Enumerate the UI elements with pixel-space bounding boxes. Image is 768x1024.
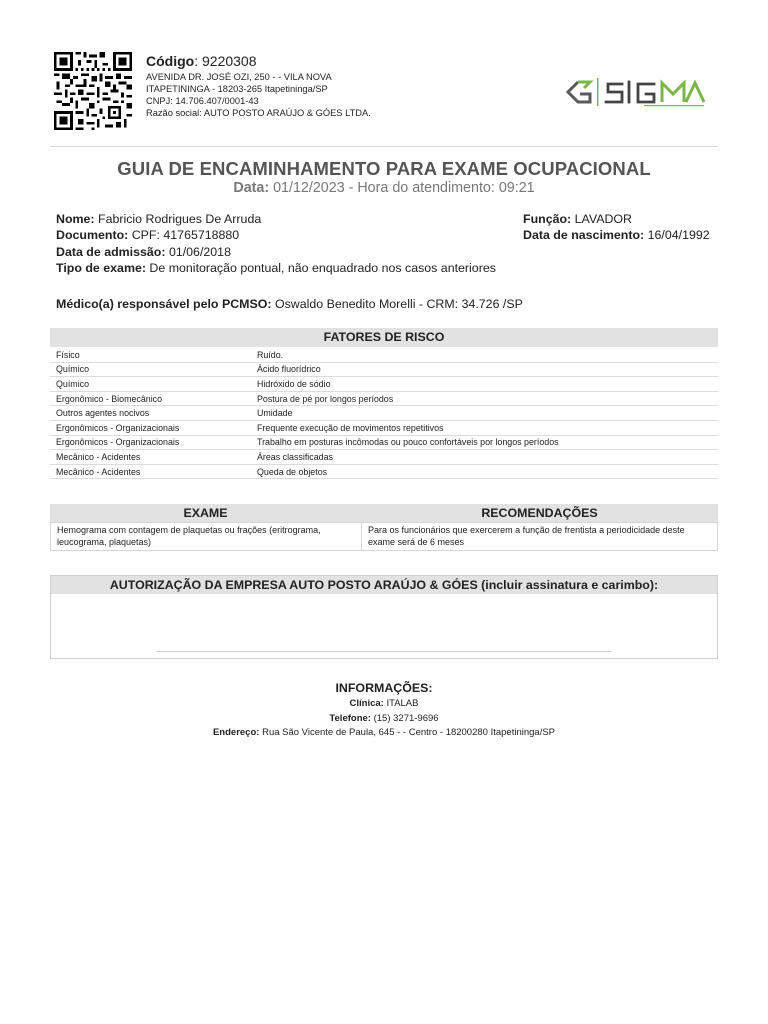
- phone-label: Telefone:: [329, 713, 371, 724]
- risk-agent: Queda de objetos: [251, 464, 718, 479]
- admission-value: 01/06/2018: [165, 245, 231, 259]
- risk-row: [50, 450, 718, 465]
- risk-row: [50, 406, 718, 421]
- document-value: CPF: 41765718880: [128, 228, 240, 242]
- page-subtitle: [50, 180, 718, 196]
- address-line-1: AVENIDA DR. JOSÉ OZI, 250 - - VILA NOVA: [146, 72, 332, 82]
- cnpj: CNPJ: 14.706.407/0001-43: [146, 96, 259, 106]
- clinic-line: [50, 698, 718, 709]
- razao-social: Razão social: AUTO POSTO ARAÚJO & GÓES LTDA.: [146, 108, 371, 118]
- risk-row: [50, 362, 718, 377]
- document-label: Documento:: [56, 228, 129, 242]
- date-value: 01/12/2023 - Hora do atendimento: 09:21: [269, 180, 535, 196]
- risk-type: Ergonômicos - Organizacionais: [50, 420, 251, 435]
- address-line-2: ITAPETININGA - 18203-265 Itapetininga/SP: [146, 84, 328, 94]
- code-value: : 9220308: [194, 53, 257, 69]
- risk-agent: Hidróxido de sódio: [251, 377, 718, 392]
- date-label: Data:: [233, 180, 270, 196]
- birth-date-field: [523, 227, 710, 243]
- clinic-address-value: Rua São Vicente de Paula, 645 - - Centro - 18200280 Itapetininga/SP: [259, 727, 556, 738]
- authorization-heading: AUTORIZAÇÃO DA EMPRESA AUTO POSTO ARAÚJO & GÓES (incluir assinatura e carimbo):: [51, 576, 717, 594]
- risk-agent: Frequente execução de movimentos repetitivos: [251, 420, 718, 435]
- risk-agent: Trabalho em posturas incômodas ou pouco confortáveis por longos períodos: [251, 435, 718, 450]
- admission-label: Data de admissão:: [56, 245, 166, 259]
- risk-agent: Postura de pé por longos períodos: [251, 391, 718, 406]
- birth-date-label: Data de nascimento:: [523, 228, 645, 242]
- clinic-address-line: [50, 727, 718, 738]
- risk-type: Ergonômico - Biomecânico: [50, 391, 251, 406]
- name-field: [56, 211, 261, 227]
- doctor-label: Médico(a) responsável pelo PCMSO:: [56, 297, 272, 311]
- risk-factors-table: [50, 348, 718, 479]
- risk-agent: Ácido fluorídrico: [251, 362, 718, 377]
- recommendations-heading: RECOMENDAÇÕES: [361, 504, 718, 522]
- exam-cell: Hemograma com contagem de plaquetas ou frações (eritrograma, leucograma, plaquetas): [50, 522, 362, 551]
- birth-date-value: 16/04/1992: [644, 228, 710, 242]
- risk-type: Físico: [50, 348, 251, 362]
- authorization-box: [50, 575, 718, 659]
- sigma-logo: [564, 72, 710, 112]
- risk-agent: Áreas classificadas: [251, 450, 718, 465]
- document-field: [56, 227, 239, 243]
- exam-type-value: De monitoração pontual, não enquadrado nos casos anteriores: [145, 261, 496, 275]
- admission-field: [56, 244, 231, 260]
- role-field: [523, 211, 632, 227]
- page-title: GUIA DE ENCAMINHAMENTO PARA EXAME OCUPACIONAL: [117, 158, 651, 179]
- risk-row: [50, 435, 718, 450]
- phone-value: (15) 3271-9696: [370, 713, 439, 724]
- risk-row: [50, 377, 718, 392]
- clinic-value: ITALAB: [383, 698, 419, 709]
- exam-type-label: Tipo de exame:: [56, 261, 146, 275]
- name-label: Nome:: [56, 212, 95, 226]
- risk-factors-heading: FATORES DE RISCO: [50, 328, 718, 347]
- clinic-address-label: Endereço:: [212, 727, 260, 738]
- code-label: Código: [146, 53, 195, 69]
- doctor-value: Oswaldo Benedito Morelli - CRM: 34.726 /SP: [271, 297, 523, 311]
- risk-agent: Ruído.: [251, 348, 718, 362]
- risk-type: Químico: [50, 362, 251, 377]
- qr-code-icon: [54, 52, 132, 130]
- signature-line: [156, 651, 612, 652]
- risk-row: [50, 464, 718, 479]
- company-info: [146, 53, 376, 119]
- risk-type: Químico: [50, 377, 251, 392]
- clinic-label: Clínica:: [349, 698, 384, 709]
- risk-type: Outros agentes nocivos: [50, 406, 251, 421]
- risk-type: Mecânico - Acidentes: [50, 450, 251, 465]
- recommendation-cell: Para os funcionários que exercerem a função de frentista a periodicidade deste exame será de 6 meses: [361, 522, 718, 551]
- risk-row: [50, 391, 718, 406]
- exam-heading: EXAME: [50, 504, 361, 522]
- risk-row: [50, 348, 718, 362]
- risk-row: [50, 420, 718, 435]
- exam-type-field: [56, 260, 496, 276]
- risk-type: Mecânico - Acidentes: [50, 464, 251, 479]
- code-line: [146, 53, 376, 69]
- doctor-field: [56, 296, 523, 312]
- header-divider: [50, 146, 718, 147]
- role-value: LAVADOR: [571, 212, 633, 226]
- risk-agent: Umidade: [251, 406, 718, 421]
- name-value: Fabricio Rodrigues De Arruda: [94, 212, 262, 226]
- phone-line: [50, 713, 718, 724]
- role-label: Função:: [523, 212, 572, 226]
- risk-type: Ergonômicos - Organizacionais: [50, 435, 251, 450]
- info-heading: INFORMAÇÕES:: [335, 681, 433, 695]
